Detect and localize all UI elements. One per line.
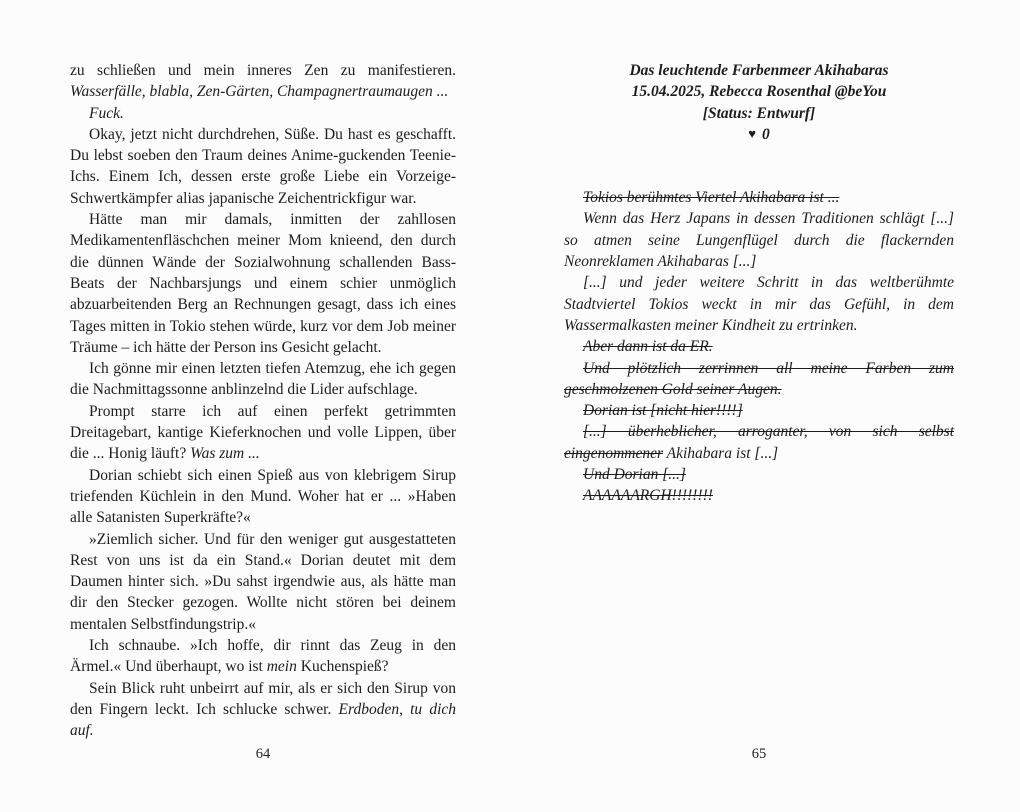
paragraph <box>70 60 456 103</box>
post-likes <box>564 124 954 145</box>
text-run: Dorian schiebt sich einen Spieß aus von klebrigem Sirup triefenden Küchlein in den Mund. Woher hat er ... »Haben alle Satanisten Superkräfte?« <box>70 466 456 527</box>
paragraph <box>564 358 954 401</box>
left-page-text <box>70 60 456 742</box>
paragraph <box>564 421 954 464</box>
italic-text: Erdboden, tu dich auf. <box>70 700 457 740</box>
text-run: Wenn das Herz Japans in dessen Traditionen schlägt [...] so atmen seine Lungenflügel durch die flackernden Neonreklamen Akihabaras [...] <box>564 210 954 271</box>
text-run: Ich schnaube. »Ich hoffe, dir rinnt das Zeug in den Ärmel.« Und überhaupt, wo ist <box>70 637 456 676</box>
italic-text: mein <box>266 658 297 676</box>
paragraph <box>70 401 456 465</box>
struck-text: Und Dorian [...] <box>583 466 686 484</box>
right-page-text <box>564 187 954 506</box>
struck-text: [...] überheblicher, arroganter, von sich selbst eingenommener <box>564 423 954 462</box>
struck-text: Und plötzlich zerrinnen all meine Farben zum geschmolzenen Gold seiner Augen. <box>564 359 954 398</box>
italic-text: Fuck. <box>89 104 124 122</box>
paragraph <box>70 678 456 742</box>
like-count: 0 <box>761 125 770 143</box>
text-run: Hätte man mir damals, inmitten der zahllosen Medikamentenfläschchen meiner Mom knieend, den durch die dünnen Wände der Sozialwohnung schallenden Bass-Beats der Nachbarsjungs und einem schier unmöglich abzuarbeitenden Berg an Rechnungen gesagt, dass ich eines Tages mitten in Tokio stehen würde, kurz vor dem Job meiner Träume – ich hätte der Person ins Gesicht gelacht. <box>70 211 456 356</box>
text-run: [...] und jeder weitere Schritt in das weltberühmte Stadtviertel Tokios weckt in mir das Gefühl, in dem Wassermalkasten meiner Kindheit zu ertrinken. <box>564 274 954 334</box>
post-title: Das leuchtende Farbenmeer Akihabaras <box>629 62 889 79</box>
text-run: zu schließen und mein inneres Zen zu manifestieren. <box>70 62 456 79</box>
text-run: »Ziemlich sicher. Und für den weniger gut ausgestatteten Rest von uns ist da ein Stand.« Dorian deutet mit dem Daumen hinter sich. »Du sahst irgendwie aus, als hätte man dir den Stecker gezogen. Wollte nicht stören bei deinem mentalen Selbstfindungstrip.« <box>70 530 456 633</box>
text-run: Okay, jetzt nicht durchdrehen, Süße. Du hast es geschafft. Du lebst soeben den Traum deines Anime-guckenden Teenie-Ichs. Einem Ich, dessen erste große Liebe ein Vorzeige-Schwertkämpfer alias japanische Zeichentrickfigur war. <box>70 125 456 207</box>
left-page-number: 64 <box>255 746 271 762</box>
italic-text: Wasserfälle, blabla, Zen-Gärten, Champagnertraumaugen ... <box>70 83 449 101</box>
struck-text: Dorian ist [nicht hier!!!!] <box>583 402 743 420</box>
blog-post-header <box>564 60 954 145</box>
paragraph <box>564 400 954 421</box>
struck-text: AAAAAARGH!!!!!!!! <box>583 487 713 505</box>
paragraph <box>70 209 456 358</box>
text-run: Kuchenspieß? <box>296 658 389 676</box>
paragraph <box>70 465 456 529</box>
paragraph <box>70 358 456 401</box>
heart-icon: ♥ <box>748 125 756 141</box>
paragraph <box>564 336 954 357</box>
page-right <box>510 0 1020 812</box>
paragraph <box>70 103 456 124</box>
paragraph <box>70 529 456 635</box>
struck-text: Tokios berühmtes Viertel Akihabara ist ... <box>583 189 840 207</box>
paragraph <box>70 635 456 678</box>
paragraph <box>564 464 954 485</box>
paragraph <box>564 485 954 506</box>
paragraph <box>564 208 954 272</box>
text-run: Ich gönne mir einen letzten tiefen Atemzug, ehe ich gegen die Nachmittagssonne anblinzelnd die Lider aufschlage. <box>70 360 456 399</box>
post-status: [Status: Entwurf] <box>702 104 816 122</box>
struck-text: Aber dann ist da ER. <box>583 338 713 356</box>
paragraph <box>564 187 954 208</box>
text-run: Akihabara ist [...] <box>663 444 779 462</box>
text-run: Prompt starre ich auf einen perfekt getrimmten Dreitagebart, kantige Kieferknochen und volle Lippen, über die ... Honig läuft? <box>70 402 456 463</box>
italic-text: Was zum ... <box>190 445 260 463</box>
paragraph <box>564 272 954 336</box>
paragraph <box>70 124 456 209</box>
text-run: Sein Blick ruht unbeirrt auf mir, als er sich den Sirup von den Fingern leckt. Ich schlucke schwer. <box>70 679 456 718</box>
post-byline: 15.04.2025, Rebecca Rosenthal @beYou <box>631 83 887 101</box>
right-page-number: 65 <box>751 746 767 762</box>
